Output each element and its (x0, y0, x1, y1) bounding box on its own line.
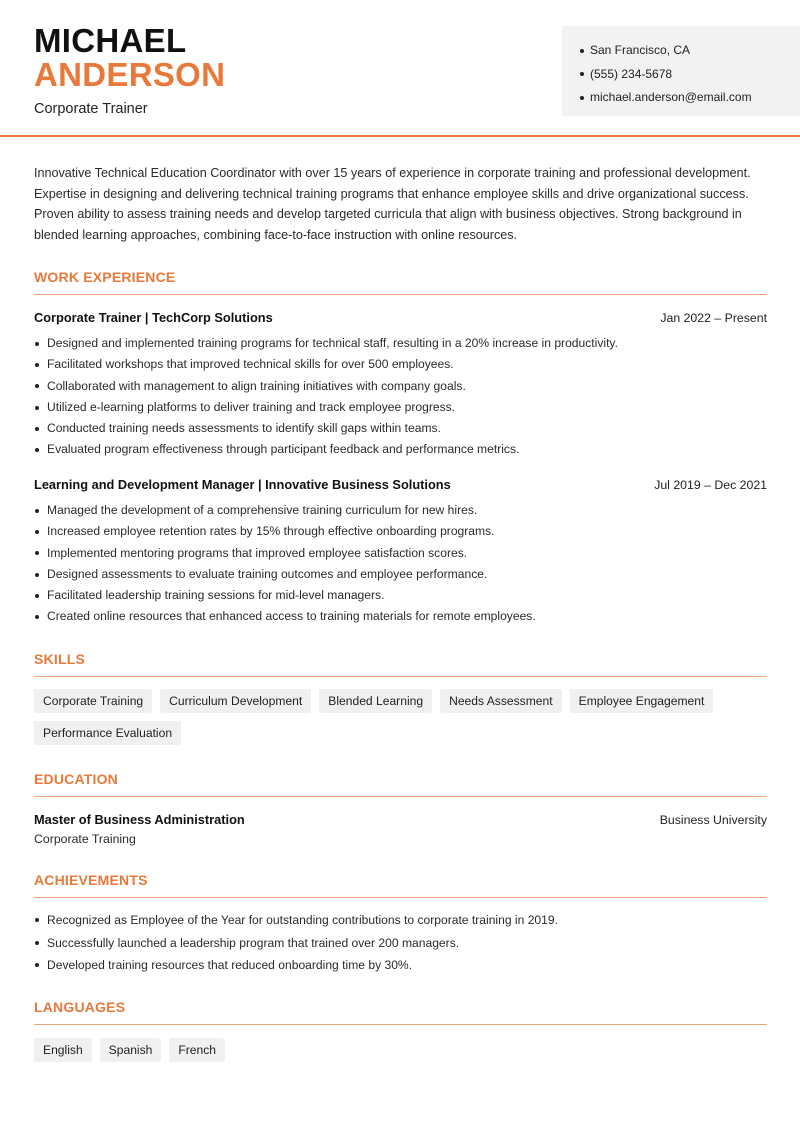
job-title: Corporate Trainer (34, 101, 148, 117)
bullet-icon (35, 448, 39, 452)
skill-chip: Employee Engagement (570, 689, 714, 713)
language-chip: French (169, 1038, 225, 1062)
resume-header (0, 0, 800, 137)
section-divider (34, 1024, 767, 1025)
job-dates: Jan 2022 – Present (660, 311, 767, 325)
bullet-icon (35, 427, 39, 431)
bullet-icon (35, 918, 39, 922)
list-item: Facilitated leadership training sessions for mid-level managers. (34, 585, 767, 606)
achievements-list (34, 909, 767, 977)
language-chip: English (34, 1038, 92, 1062)
list-item: Facilitated workshops that improved technical skills for over 500 employees. (34, 354, 767, 375)
work-experience-heading: WORK EXPERIENCE (34, 269, 176, 285)
bullet-icon (35, 342, 39, 346)
bullet-icon (35, 530, 39, 534)
education-heading: EDUCATION (34, 771, 118, 787)
bullet-icon (35, 963, 39, 967)
skill-chip: Curriculum Development (160, 689, 311, 713)
list-item: Collaborated with management to align training initiatives with company goals. (34, 376, 767, 397)
job-entry-header (34, 476, 767, 494)
list-item: Successfully launched a leadership program that trained over 200 managers. (34, 932, 767, 955)
skills-heading: SKILLS (34, 651, 85, 667)
job-role: Learning and Development Manager | Innovative Business Solutions (34, 477, 451, 492)
job-role: Corporate Trainer | TechCorp Solutions (34, 310, 273, 325)
list-item: Recognized as Employee of the Year for outstanding contributions to corporate training in 2019. (34, 909, 767, 932)
job-dates: Jul 2019 – Dec 2021 (654, 478, 767, 492)
profile-summary: Innovative Technical Education Coordinator with over 15 years of experience in corporate training and professional development. Expertise in designing and delivering technical training programs that enhance employee skills and drive organizational success. Proven ability to assess training needs and develop targeted curricula that align with business objectives. Strong background in blended learning approaches, combining face-to-face instruction with online resources. (34, 166, 751, 243)
bullet-icon (35, 615, 39, 619)
bullet-icon (35, 941, 39, 945)
job-bullets (34, 500, 767, 628)
list-item: Conducted training needs assessments to identify skill gaps within teams. (34, 418, 767, 439)
job-bullets (34, 333, 767, 461)
last-name: ANDERSON (34, 56, 226, 93)
skill-chip: Blended Learning (319, 689, 432, 713)
language-chip: Spanish (100, 1038, 162, 1062)
bullet-icon (35, 594, 39, 598)
job-entry-header (34, 309, 767, 327)
list-item: Designed assessments to evaluate training outcomes and employee performance. (34, 564, 767, 585)
achievements-heading: ACHIEVEMENTS (34, 872, 148, 888)
section-divider (34, 796, 767, 797)
bullet-icon (580, 49, 584, 53)
education-school: Business University (659, 813, 767, 827)
contact-phone: (555) 234-5678 (580, 63, 800, 87)
list-item: Developed training resources that reduced onboarding time by 30%. (34, 954, 767, 977)
section-divider (34, 897, 767, 898)
bullet-icon (35, 573, 39, 577)
bullet-icon (35, 406, 39, 410)
list-item: Increased employee retention rates by 15% through effective onboarding programs. (34, 521, 767, 542)
list-item: Designed and implemented training programs for technical staff, resulting in a 20% increase in productivity. (34, 333, 767, 354)
bullet-icon (580, 96, 584, 100)
list-item: Utilized e-learning platforms to deliver training and track employee progress. (34, 397, 767, 418)
skill-chip: Corporate Training (34, 689, 152, 713)
bullet-icon (35, 509, 39, 513)
bullet-icon (35, 384, 39, 388)
section-divider (34, 676, 767, 677)
languages-heading: LANGUAGES (34, 999, 126, 1015)
contact-location: San Francisco, CA (580, 39, 800, 63)
bullet-icon (35, 363, 39, 367)
list-item: Implemented mentoring programs that improved employee satisfaction scores. (34, 543, 767, 564)
list-item: Managed the development of a comprehensive training curriculum for new hires. (34, 500, 767, 521)
list-item: Evaluated program effectiveness through participant feedback and performance metrics. (34, 439, 767, 460)
list-item: Created online resources that enhanced access to training materials for remote employees. (34, 606, 767, 627)
bullet-icon (580, 72, 584, 76)
contact-box (562, 26, 800, 116)
contact-email: michael.anderson@email.com (580, 86, 800, 110)
skill-chip: Needs Assessment (440, 689, 562, 713)
skills-list (34, 689, 767, 745)
section-divider (34, 294, 767, 295)
languages-list (34, 1038, 767, 1062)
skill-chip: Performance Evaluation (34, 721, 181, 745)
first-name: MICHAEL (34, 22, 187, 59)
bullet-icon (35, 551, 39, 555)
education-field: Corporate Training (34, 832, 136, 846)
education-degree: Master of Business Administration (34, 812, 245, 827)
